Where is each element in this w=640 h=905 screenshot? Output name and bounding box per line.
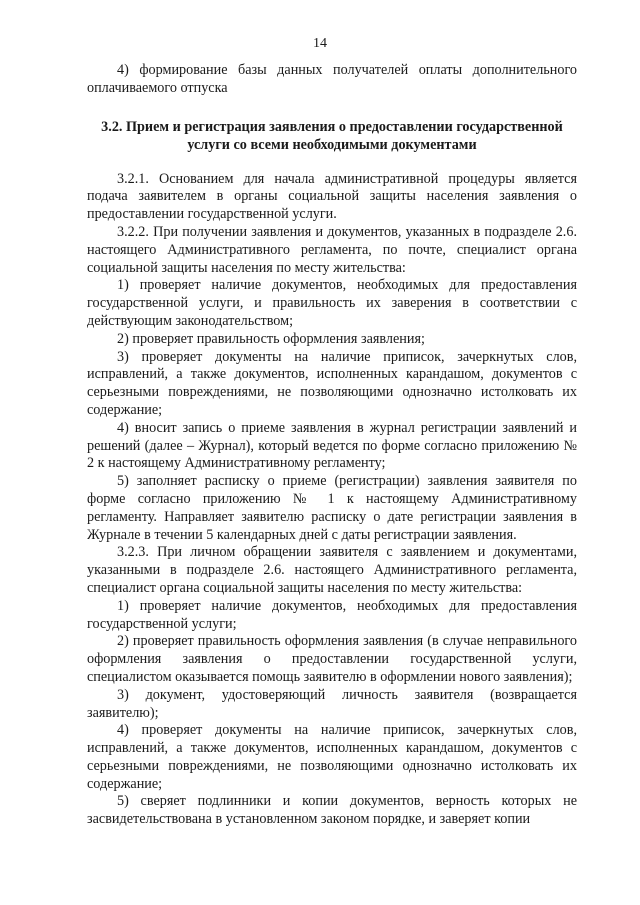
- list-item-3-2-3-1: 1) проверяет наличие документов, необходимых для предоставления государственной услуги;: [87, 597, 577, 632]
- list-item-3-2-2-5: 5) заполняет расписку о приеме (регистрации) заявления заявителя по форме согласно приложению № 1 к настоящему Административному регламенту. Направляет заявителю расписку о дате регистрации заявления в Журнале в течении 5 календарных дней с даты регистрации заявления.: [87, 473, 577, 543]
- paragraph-3-2-3: 3.2.3. При личном обращении заявителя с заявлением и документами, указанными в подразделе 2.6. настоящего Административного регламента, специалист органа социальной защиты населения по месту жительства:: [87, 544, 577, 596]
- list-item-3-2-2-3: 3) проверяет документы на наличие приписок, зачеркнутых слов, исправлений, а также документов, исполненных карандашом, документов с серьезными повреждениями, не позволяющими однозначно истолковать их содержание;: [87, 348, 577, 418]
- list-item-3-2-3-2: 2) проверяет правильность оформления заявления (в случае неправильного оформления заявления о предоставлении государственной услуги, специалистом оказывается помощь заявителю в оформлении нового заявления);: [87, 633, 577, 685]
- list-item-3-2-3-4: 4) проверяет документы на наличие приписок, зачеркнутых слов, исправлений, а также документов, исполненных карандашом, документов с серьезными повреждениями, не позволяющими однозначно истолковать их содержание;: [87, 722, 577, 792]
- list-item-3-2-3-3: 3) документ, удостоверяющий личность заявителя (возвращается заявителю);: [87, 686, 577, 721]
- list-item-3-2-2-4: 4) вносит запись о приеме заявления в журнал регистрации заявлений и решений (далее – Журнал), который ведется по форме согласно приложению № 2 к настоящему Административному регламенту;: [87, 419, 577, 472]
- paragraph-list-item-4-continued: 4) формирование базы данных получателей оплаты дополнительного оплачиваемого отпуска: [87, 62, 577, 96]
- list-item-3-2-2-1: 1) проверяет наличие документов, необходимых для предоставления государственной услуги, и правильность их заверения в соответствии с действующим законодательством;: [87, 277, 577, 329]
- paragraph-3-2-2: 3.2.2. При получении заявления и документов, указанных в подразделе 2.6. настоящего Административного регламента, по почте, специалист органа социальной защиты населения по месту жительства:: [87, 223, 577, 276]
- paragraph-3-2-1: 3.2.1. Основанием для начала административной процедуры является подача заявителем в органы социальной защиты населения заявления о предоставлении государственной услуги.: [87, 170, 577, 223]
- list-item-3-2-2-2: 2) проверяет правильность оформления заявления;: [117, 330, 425, 347]
- list-item-3-2-3-5: 5) сверяет подлинники и копии документов, верность которых не засвидетельствована в установленном законом порядке, и заверяет копии: [87, 793, 577, 828]
- page-number: 14: [313, 36, 327, 51]
- document-body: [87, 62, 577, 829]
- section-heading-3-2: 3.2. Прием и регистрация заявления о предоставлении государственной услуги со всеми необходимыми документами: [101, 118, 563, 153]
